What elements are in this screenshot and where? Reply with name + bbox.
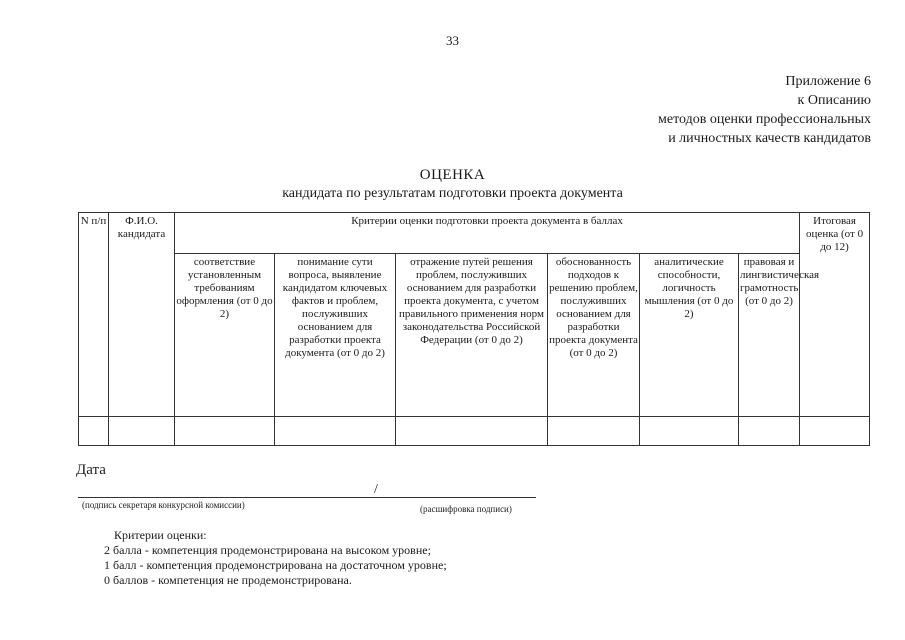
signature-caption-right: (расшифровка подписи) <box>420 504 512 514</box>
empty-cell <box>396 417 548 446</box>
scoring-heading: Критерии оценки: <box>114 528 207 542</box>
col-name-header: Ф.И.О. кандидата <box>109 213 175 417</box>
criterion-4: обоснованность подходов к решению проблем, послуживших основанием для разработки проекта документа (от 0 до 2) <box>548 254 640 417</box>
document-title: ОЦЕНКА <box>419 167 486 183</box>
empty-cell <box>109 417 175 446</box>
criterion-1: соответствие установленным требованиям оформления (от 0 до 2) <box>175 254 275 417</box>
appendix-reference <box>658 72 871 148</box>
scoring-line: 0 баллов - компетенция не продемонстрирована. <box>104 573 352 587</box>
table-row <box>79 417 870 446</box>
empty-cell <box>79 417 109 446</box>
signature-slash: / <box>374 482 378 497</box>
empty-cell <box>548 417 640 446</box>
appendix-line: методов оценки профессиональных <box>658 112 871 127</box>
date-label: Дата <box>76 462 106 478</box>
scoring-line: 2 балла - компетенция продемонстрирована на высоком уровне; <box>104 543 431 557</box>
appendix-line: к Описанию <box>797 93 871 108</box>
appendix-line: и личностных качеств кандидатов <box>668 131 871 146</box>
empty-cell <box>739 417 800 446</box>
signature-line <box>78 497 536 498</box>
criterion-3: отражение путей решения проблем, послуживших основанием для разработки проекта документа, с учетом правильного применения норм законодательства Российской Федерации (от 0 до 2) <box>396 254 548 417</box>
signature-caption-left: (подпись секретаря конкурсной комиссии) <box>82 500 245 510</box>
col-number-header: N п/п <box>79 213 109 417</box>
criterion-6: правовая и лингвистическая грамотность (от 0 до 2) <box>739 254 800 417</box>
col-criteria-header: Критерии оценки подготовки проекта документа в баллах <box>175 213 800 254</box>
scoring-line: 1 балл - компетенция продемонстрирована на достаточном уровне; <box>104 558 447 572</box>
col-total-header: Итоговая оценка (от 0 до 12) <box>800 213 870 417</box>
empty-cell <box>175 417 275 446</box>
page-number: 33 <box>446 33 459 48</box>
empty-cell <box>640 417 739 446</box>
evaluation-table <box>78 212 870 446</box>
appendix-line: Приложение 6 <box>785 74 871 89</box>
criterion-5: аналитические способности, логичность мышления (от 0 до 2) <box>640 254 739 417</box>
empty-cell <box>800 417 870 446</box>
document-subtitle: кандидата по результатам подготовки проекта документа <box>282 186 623 201</box>
criterion-2: понимание сути вопроса, выявление кандидатом ключевых фактов и проблем, послуживших основанием для разработки проекта документа (от 0 до 2) <box>275 254 396 417</box>
scoring-criteria <box>104 528 447 588</box>
empty-cell <box>275 417 396 446</box>
